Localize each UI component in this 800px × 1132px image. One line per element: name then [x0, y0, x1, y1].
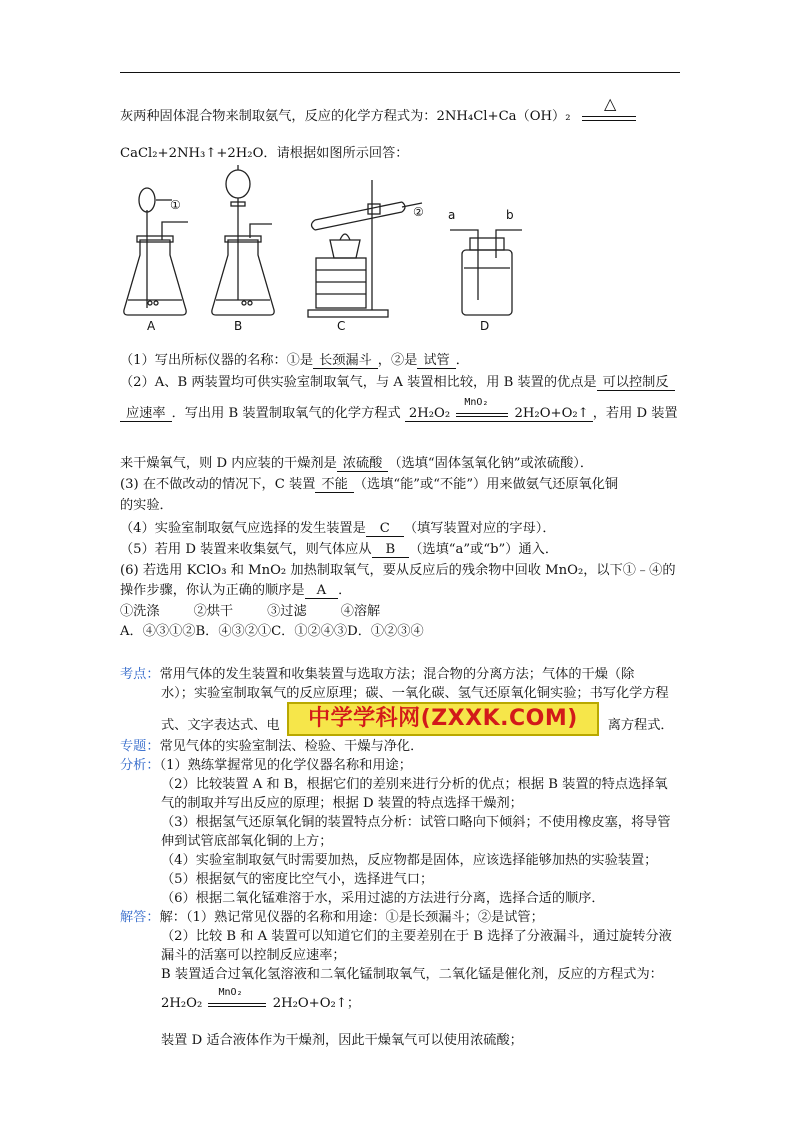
apparatus-d-bottle: [450, 230, 522, 315]
question-1: （1）写出所标仪器的名称：①是 长颈漏斗 ，②是 试管 ．: [120, 353, 469, 368]
jieda-line-6: 装置 D 适合液体作为干燥剂，因此干燥氧气可以使用浓硫酸；: [161, 1033, 523, 1048]
intro-line-1: 灰两种固体混合物来制取氨气，反应的化学方程式为：2NH₄Cl+Ca（OH）₂: [120, 109, 571, 124]
question-2-line-2: 应速率 ．写出用 B 装置制取氧气的化学方程式 2H₂O₂ MnO₂ 2H₂O+O₂↑ ，若用 D 装置: [120, 405, 678, 423]
answer-4: C: [366, 521, 404, 537]
question-3-line-1: (3) 在不做改动的情况下，C 装置 不能 （选填“能”或“不能”）用来做氨气还原氧化铜: [120, 477, 619, 492]
jieda-line-4: B 装置适合过氧化氢溶液和二氧化锰制取氧气，二氧化锰是催化剂，反应的方程式为：: [161, 967, 663, 982]
equation-double-bar: [582, 116, 636, 121]
question-5: （5）若用 D 装置来收集氨气，则气体应从 B （选填“a”或“b”）通入．: [120, 542, 559, 557]
zhuanti-tag: 专题：: [120, 739, 160, 754]
answer-6: A: [305, 583, 339, 599]
fenxi-line-3: 气的制取并写出反应的原理；根据 D 装置的特点选择干燥剂；: [161, 796, 523, 811]
fenxi-line-7: （5）根据氨气的密度比空气小，选择进气口；: [161, 872, 434, 887]
fenxi-line-8: （6）根据二氧化锰难溶于水，采用过滤的方法进行分离，选择合适的顺序．: [161, 891, 605, 906]
answer-2-advantage: 可以控制反: [597, 375, 675, 391]
kaodian-line-3: 式、文字表达式、电 离方程式．: [161, 718, 674, 733]
heat-condition-symbol: △: [604, 94, 617, 113]
answer-3: 不能: [315, 477, 353, 493]
fenxi-line-1: 分析：（1）熟练掌握常见的化学仪器名称和用途；: [120, 758, 412, 773]
label-c: C: [337, 319, 346, 333]
apparatus-figure: [110, 160, 550, 340]
intro-line-2: CaCl₂+2NH₃↑+2H₂O．请根据如图所示回答：: [120, 146, 409, 161]
answer-2-equation: 2H₂O₂ MnO₂ 2H₂O+O₂↑: [405, 406, 593, 422]
question-2-line-1: （2）A、B 两装置均可供实验室制取氧气，与 A 装置相比较，用 B 装置的优点是 可以控制反: [120, 374, 675, 392]
label-a: A: [147, 319, 156, 333]
apparatus-c-heating: [308, 180, 422, 317]
marker-1: ①: [170, 198, 181, 212]
fenxi-line-6: （4）实验室制取氨气时需要加热，反应物都是固体，应该选择能够加热的实验装置；: [161, 853, 658, 868]
question-2-line-3: 来干燥氧气，则 D 内应装的干燥剂是 浓硫酸 （选填“固体氢氧化钠”或浓硫酸）．: [120, 456, 594, 471]
question-6-options: A．④③①②B．④③②①C．①②④③D．①②③④: [120, 624, 424, 639]
apparatus-b-flask: [212, 165, 274, 315]
tube-b-label: b: [506, 208, 514, 222]
label-d: D: [480, 319, 490, 333]
answer-1-2: 试管: [417, 353, 455, 369]
answer-2-desiccant: 浓硫酸: [337, 456, 389, 472]
question-6-line-1: (6) 若选用 KClO₃ 和 MnO₂ 加热制取氧气，要从反应后的残余物中回收 MnO₂，以下①﹣④的: [120, 563, 676, 578]
jieda-line-2: （2）比较 B 和 A 装置可以知道它们的主要差别在于 B 选择了分液漏斗，通过旋转分液: [161, 929, 672, 944]
fenxi-line-2: （2）比较装置 A 和 B，根据它们的差别来进行分析的优点；根据 B 装置的特点选择氧: [161, 777, 668, 792]
fenxi-tag: 分析：: [120, 758, 160, 773]
jieda-tag: 解答：: [120, 910, 160, 925]
jieda-equation: 2H₂O₂ MnO₂ 2H₂O+O₂↑；: [161, 987, 361, 1011]
fenxi-line-5: 伸到试管底部氧化铜的上方；: [161, 834, 333, 849]
kaodian-line-2: 水）；实验室制取氧气的反应原理；碳、一氧化碳、氢气还原氧化铜实验；书写化学方程: [161, 686, 669, 701]
question-4: （4）实验室制取氨气应选择的发生装置是 C （填写装置对应的字母）．: [120, 521, 556, 536]
question-3-line-2: 的实验．: [120, 498, 173, 513]
answer-1-1: 长颈漏斗: [313, 353, 378, 369]
label-b: B: [234, 319, 243, 333]
tube-a-label: a: [448, 208, 456, 222]
question-6-steps: ①洗涤 ②烘干 ③过滤 ④溶解: [120, 604, 381, 619]
marker-2: ②: [413, 205, 424, 219]
kaodian-line-1: 考点：常用气体的发生装置和收集装置与选取方法；混合物的分离方法；气体的干燥（除: [120, 667, 635, 682]
header-rule: [120, 72, 680, 73]
jieda-line-1: 解答：解：（1）熟记常见仪器的名称和用途：①是长颈漏斗；②是试管；: [120, 910, 544, 925]
zhuanti-line: 专题：常见气体的实验室制法、检验、干燥与净化．: [120, 739, 424, 754]
question-6-line-2: 操作步骤，你认为正确的顺序是 A ．: [120, 583, 352, 598]
answer-5: B: [372, 542, 410, 558]
jieda-line-3: 漏斗的活塞可以控制反应速率；: [161, 948, 346, 963]
watermark-logo: 中学学科网(ZXXK.COM): [287, 702, 599, 736]
kaodian-tag: 考点：: [120, 667, 160, 682]
fenxi-line-4: （3）根据氢气还原氧化铜的装置特点分析：试管口略向下倾斜；不使用橡皮塞，将导管: [161, 815, 671, 830]
